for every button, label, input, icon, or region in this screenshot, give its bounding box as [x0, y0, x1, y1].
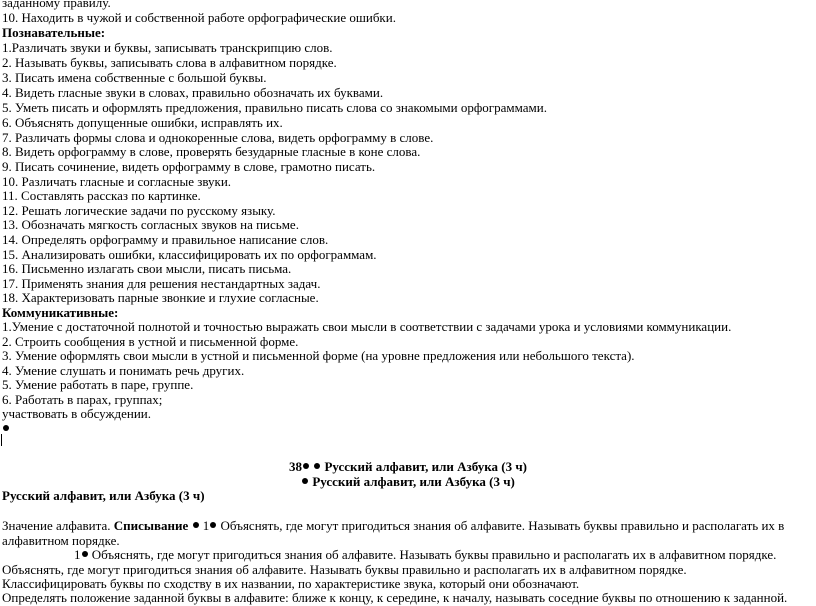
bullet-icon [210, 522, 216, 528]
list-item: 2. Называть буквы, записывать слова в алфавитном порядке. [2, 55, 337, 70]
line-num: 1 [74, 547, 81, 562]
list-item: 10. Различать гласные и согласные звуки. [2, 174, 232, 189]
list-item: 5. Уметь писать и оформлять предложения, правильно писать слова со знакомыми орфограммами. [2, 100, 547, 115]
lesson-line: Определять положение заданной буквы в алфавите: ближе к концу, к середине, к началу, называть соседние буквы по отношению к заданной. [2, 590, 788, 605]
bullet-icon [303, 463, 309, 469]
list-item: 6. Объяснять допущенные ошибки, исправлять их. [2, 115, 283, 130]
lesson-paragraph [2, 519, 802, 548]
paragraph-bold: Списывание [113, 518, 189, 533]
communicative-heading: Коммуникативные: [2, 305, 119, 320]
list-item: 12. Решать логические задачи по русскому языку. [2, 203, 276, 218]
list-item: 16. Письменно излагать свои мысли, писать письма. [2, 261, 292, 276]
lesson-line: Классифицировать буквы по сходству в их названии, по характеристике звука, который они обозначают. [2, 576, 580, 591]
list-item: 1.Различать звуки и буквы, записывать транскрипцию слов. [2, 40, 333, 55]
list-item: участвовать в обсуждении. [2, 406, 151, 421]
list-item: 1.Умение с достаточной полнотой и точностью выражать свои мысли в соответствии с задачами урока и условиями коммуникации. [2, 319, 732, 334]
lesson-number: 38 [288, 459, 302, 474]
list-item: 5. Умение работать в паре, группе. [2, 377, 194, 392]
cognitive-heading: Познавательные: [2, 25, 106, 40]
list-item: 15. Анализировать ошибки, классифицировать их по орфограммам. [2, 247, 377, 262]
list-item: 11. Составлять рассказ по картинке. [2, 188, 201, 203]
bullet-marker [2, 422, 10, 437]
intro-line: 10. Находить в чужой и собственной работе орфографические ошибки. [2, 10, 396, 25]
list-item: 3. Писать имена собственные с большой буквы. [2, 70, 267, 85]
paragraph-rest: Объяснять, где могут пригодиться знания об алфавите. Называть буквы правильно и располагать их в алфавитном порядке. [2, 518, 785, 548]
bullet-icon [302, 478, 308, 484]
list-item: 7. Различать формы слова и однокоренные слова, видеть орфограмму в слове. [2, 130, 434, 145]
intro-line: заданному правилу. [2, 0, 111, 10]
list-item: 4. Видеть гласные звуки в словах, правильно обозначать их буквами. [2, 85, 384, 100]
lesson-title-text: Русский алфавит, или Азбука (3 ч) [324, 459, 528, 474]
bullet-icon [82, 551, 88, 557]
list-item: 2. Строить сообщения в устной и письменной форме. [2, 334, 299, 349]
list-item: 18. Характеризовать парные звонкие и глухие согласные. [2, 290, 319, 305]
list-item: 9. Писать сочинение, видеть орфограмму в слове, грамотно писать. [2, 159, 376, 174]
list-item: 17. Применять знания для решения нестандартных задач. [2, 276, 321, 291]
line-text: Объяснять, где могут пригодиться знания об алфавите. Называть буквы правильно и располагать их в алфавитном порядке. [91, 547, 777, 562]
list-item: 13. Обозначать мягкость согласных звуков на письме. [2, 217, 299, 232]
list-item: 8. Видеть орфограмму в слове, проверять безударные гласные в коне слова. [2, 144, 421, 159]
paragraph-start: Значение алфавита. [2, 518, 114, 533]
lesson-left-title: Русский алфавит, или Азбука (3 ч) [2, 488, 205, 503]
bullet-icon [314, 463, 320, 469]
lesson-line: Объяснять, где могут пригодиться знания об алфавите. Называть буквы правильно и располагать их в алфавитном порядке. [2, 562, 687, 577]
lesson-subtitle-text: Русский алфавит, или Азбука (3 ч) [312, 474, 515, 489]
list-item: 6. Работать в парах, группах; [2, 392, 163, 407]
paragraph-num: 1 [202, 518, 210, 533]
list-item: 3. Умение оформлять свои мысли в устной и письменной форме (на уровне предложения или небольшого текста). [2, 348, 635, 363]
cursor-mark [1, 434, 2, 446]
list-item: 14. Определять орфограмму и правильное написание слов. [2, 232, 329, 247]
lesson-title [0, 460, 816, 475]
list-item: 4. Умение слушать и понимать речь других. [2, 363, 245, 378]
bullet-icon [193, 522, 199, 528]
lesson-line [74, 548, 776, 563]
